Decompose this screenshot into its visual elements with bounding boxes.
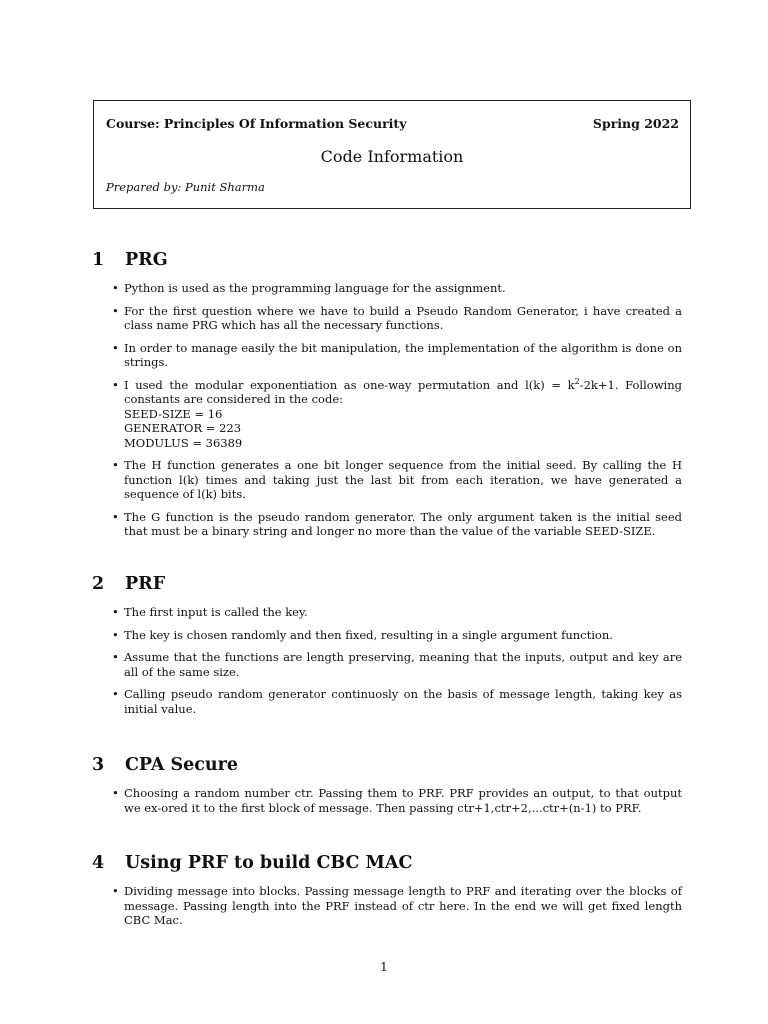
section-prf	[92, 574, 682, 716]
list-item: • In order to manage easily the bit manipulation, the implementation of the algorithm is done on strings.	[112, 340, 682, 369]
section-heading	[92, 755, 682, 775]
section-number: 4	[92, 853, 105, 873]
section-heading	[92, 853, 682, 873]
document-title: Code Information	[320, 147, 464, 166]
list-item: • The G function is the pseudo random generator. The only argument taken is the initial seed that must be a binary string and longer no more than the value of the variable SEED-SIZE.	[112, 509, 682, 538]
list-item: • Choosing a random number ctr. Passing them to PRF. PRF provides an output, to that output we ex-ored it to the first block of message. Then passing ctr+1,ctr+2,...ctr+(n-1) to PRF.	[112, 786, 682, 815]
section-title: PRG	[125, 250, 168, 270]
section-title: Using PRF to build CBC MAC	[125, 853, 413, 873]
section-number: 1	[92, 250, 105, 270]
list-item: • The first input is called the key.	[112, 605, 308, 619]
constant-line: MODULUS = 36389	[124, 435, 243, 450]
list-item: • Assume that the functions are length preserving, meaning that the inputs, output and key are all of the same size.	[112, 650, 682, 679]
section-heading	[92, 574, 682, 594]
constant-line: GENERATOR = 223	[124, 421, 242, 435]
list-item: • The key is chosen randomly and then fixed, resulting in a single argument function.	[112, 627, 613, 642]
list-item: • For the first question where we have to build a Pseudo Random Generator, i have created a class name PRG which has all the necessary functions.	[112, 303, 682, 332]
section-number: 2	[92, 574, 105, 594]
section-cpa-secure	[92, 755, 682, 815]
constant-line: SEED-SIZE = 16	[124, 406, 223, 421]
list-item: • I used the modular exponentiation as one-way permutation and $l(k) = k^2-2k+1$. Following constants are considered in the code: SEED-SIZE = 16 GENERATOR = 223 MODULUS = 36389	[112, 376, 682, 450]
course-name: Course: Principles Of Information Security	[106, 116, 407, 131]
list-item: • Calling pseudo random generator continuosly on the basis of message length, taking key as initial value.	[112, 687, 682, 716]
section-title: CPA Secure	[125, 755, 238, 775]
section-number: 3	[92, 755, 105, 775]
page-number: 1	[380, 960, 388, 974]
list-item: • Dividing message into blocks. Passing message length to PRF and iterating over the blocks of message. Passing length into the PRF instead of ctr here. In the end we will get fixed length CBC Mac.	[112, 884, 682, 927]
section-title: PRF	[125, 574, 166, 594]
list-item: • The H function generates a one bit longer sequence from the initial seed. By calling the H function l(k) times and taking just the last bit from each iteration, we have generated a sequence of l(k) bits.	[112, 458, 682, 501]
header-box	[93, 100, 691, 209]
prepared-by: Prepared by: Punit Sharma	[106, 180, 265, 194]
term: Spring 2022	[592, 116, 679, 131]
section-heading	[92, 250, 682, 270]
section-prg	[92, 250, 682, 539]
list-item: • Python is used as the programming language for the assignment.	[112, 281, 506, 295]
section-cbc-mac	[92, 853, 682, 928]
